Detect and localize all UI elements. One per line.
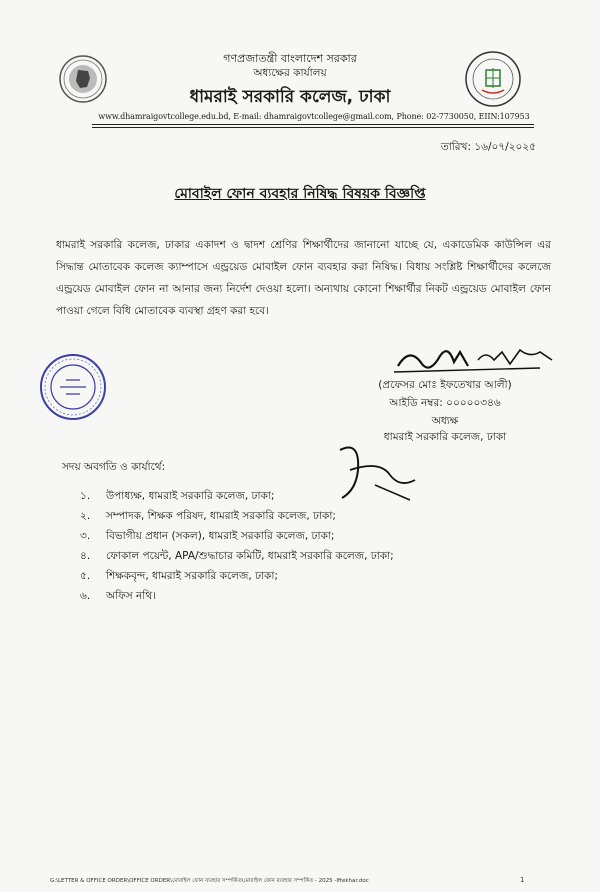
notice-subject-wrap	[0, 182, 600, 206]
notice-subject: মোবাইল ফোন ব্যবহার নিষিদ্ধ বিষয়ক বিজ্ঞপ্তি	[174, 186, 426, 202]
page-number: 1	[520, 876, 525, 884]
list-item-text: সম্পাদক, শিক্ষক পরিষদ, ধামরাই সরকারি কলেজ, ঢাকা;	[106, 510, 336, 522]
list-item-text: অফিস নথি।	[106, 590, 156, 602]
list-item	[80, 546, 394, 566]
cc-list	[80, 486, 394, 606]
list-item-text: ফোকাল পয়েন্ট, APA/শুদ্ধাচার কমিটি, ধামরাই সরকারি কলেজ, ঢাকা;	[106, 550, 394, 562]
signature-icon	[390, 338, 560, 380]
signer-college: ধামরাই সরকারি কলেজ, ঢাকা	[383, 431, 507, 443]
list-item-text: উপাধ্যক্ষ, ধামরাই সরকারি কলেজ, ঢাকা;	[106, 490, 275, 502]
cc-heading: সদয় অবগতি ও কার্যার্থে:	[62, 461, 166, 473]
footer-file-path: G:\LETTER & OFFICE ORDER\OFFICE ORDER\মোবাইল ফোন ব্যবহার সম্পর্কিত\মোবাইল ফোন ব্যবহার সম্পর্কিত - 2025 -Iftekhar.doc	[50, 878, 369, 884]
list-item-number: ৪.	[80, 550, 91, 562]
college-logo-icon	[464, 50, 522, 108]
government-name: গণপ্রজাতন্ত্রী বাংলাদেশ সরকার	[223, 52, 357, 65]
office-name: অধ্যক্ষের কার্যালয়	[253, 67, 327, 79]
list-item-text: শিক্ষকবৃন্দ, ধামরাই সরকারি কলেজ, ঢাকা;	[106, 570, 278, 582]
list-item	[80, 526, 394, 546]
bangladesh-govt-logo-icon	[58, 54, 108, 104]
list-item-number: ১.	[80, 490, 91, 502]
list-item-number: ৫.	[80, 570, 91, 582]
signer-id: আইডি নম্বর: ০০০০০৩৪৬	[389, 397, 501, 409]
list-item-number: ২.	[80, 510, 91, 522]
list-item	[80, 486, 394, 506]
list-item	[80, 586, 394, 606]
notice-body: ধামরাই সরকারি কলেজ, ঢাকার একাদশ ও দ্বাদশ শ্রেণির শিক্ষার্থীদের জানানো যাচ্ছে যে, একাডেমিক কাউন্সিল এর সিদ্ধান্ত মোতাবেক কলেজ ক্যাম্পাসে এন্ড্রয়েড মোবাইল ফোন ব্যবহার করা নিষিদ্ধ। বিধায় সংশ্লিষ্ট শিক্ষার্থীদের কলেজে এন্ড্রয়েড মোবাইল ফোন না আনার জন্য নির্দেশ দেওয়া হলো। অন্যথায় কোনো শিক্ষার্থীর নিকট এন্ড্রয়েড মোবাইল ফোন পাওয়া গেলে বিধি মোতাবেক ব্যবস্থা গ্রহণ করা হবে।	[56, 239, 551, 317]
list-item-number: ৩.	[80, 530, 91, 542]
list-item-number: ৬.	[80, 590, 91, 602]
list-item-text: বিভাগীয় প্রধান (সকল), ধামরাই সরকারি কলেজ, ঢাকা;	[106, 530, 335, 542]
notice-date: তারিখ: ১৬/০৭/২০২৫	[440, 141, 536, 153]
list-item	[80, 506, 394, 526]
signer-name: (প্রফেসর মোঃ ইফতেখার আলী)	[378, 379, 512, 391]
header-divider	[92, 124, 534, 125]
list-item	[80, 566, 394, 586]
signer-title: অধ্যক্ষ	[431, 415, 459, 427]
college-name: ধামরাই সরকারি কলেজ, ঢাকা	[189, 87, 391, 107]
contact-info: www.dhamraigovtcollege.edu.bd, E-mail: dhamraigovtcollege@gmail.com, Phone: 02-7730050, EIIN:107953	[98, 112, 530, 121]
college-seal-stamp-icon	[38, 352, 108, 422]
header-divider-secondary	[92, 127, 534, 128]
